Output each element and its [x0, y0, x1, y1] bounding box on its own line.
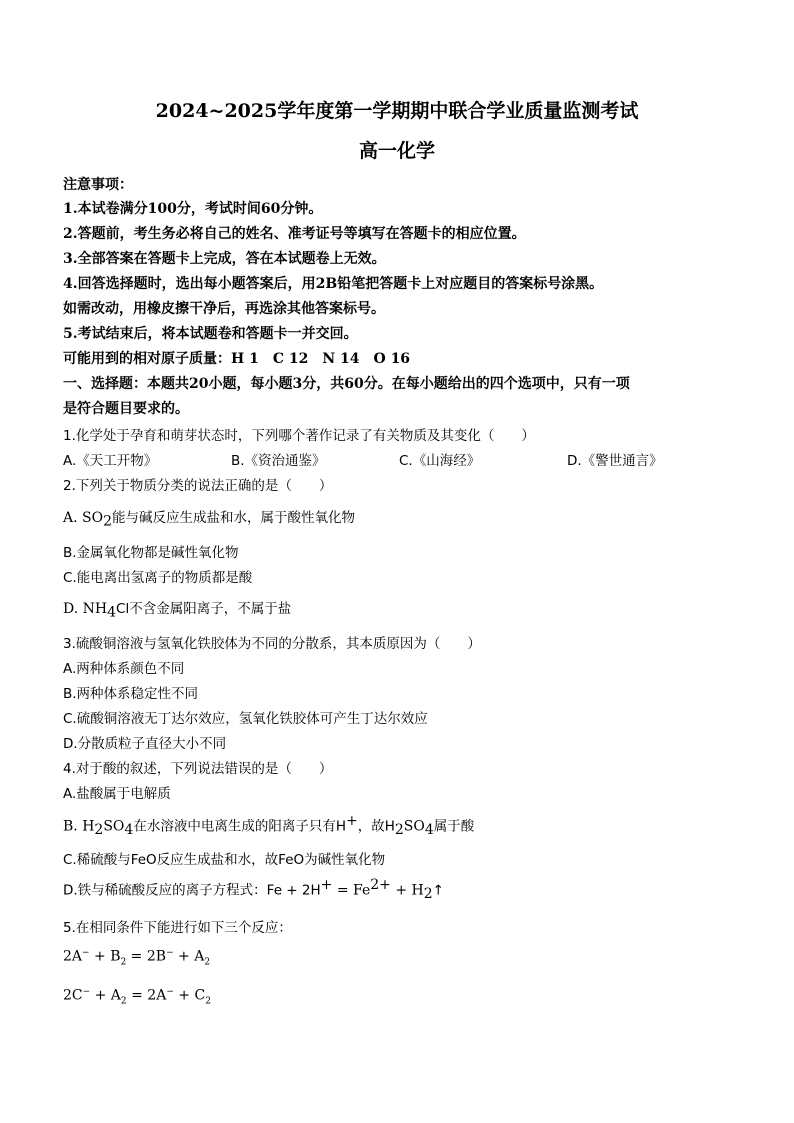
notice-item-2: 2.答题前，考生务必将自己的姓名、准考证号等填写在答题卡的相应位置。: [63, 226, 526, 242]
q4-option-c: C.稀硫酸与FeO反应生成盐和水，故FeO为碱性氧化物: [63, 852, 386, 868]
notice-item-3: 3.全部答案在答题卡上完成，答在本试题卷上无效。: [63, 251, 386, 267]
section-heading: 一、选择题：本题共20小题，每小题3分，共60分。在每小题给出的四个选项中，只有一项: [63, 376, 630, 392]
notice-item-4-cont: 如需改动，用橡皮擦干净后，再选涂其他答案标号。: [63, 301, 385, 317]
notice-heading: 注意事项：: [63, 177, 133, 193]
q2-option-d: D. $NH_4Cl$不含金属阳离子，不属于盐: [63, 601, 292, 621]
q4-option-d: D.铁与稀硫酸反应的离子方程式：$Fe + 2H^+ = Fe^{2+}$ + $H_2↑$: [63, 877, 444, 903]
q1-option-d: D.《警世通言》: [567, 453, 663, 469]
q3-option-b: B.两种体系稳定性不同: [63, 686, 199, 702]
exam-subject: 高一化学: [358, 140, 435, 162]
q1-stem: 1.化学处于孕育和萌芽状态时，下列哪个著作记录了有关物质及其变化（ ）: [63, 428, 535, 444]
q5-reaction-2: $2C^- + A_2 = 2A^- + C_2$: [63, 987, 211, 1007]
q2-option-b: B.金属氧化物都是碱性氧化物: [63, 545, 239, 561]
section-heading-cont: 是符合题目要求的。: [63, 401, 189, 417]
exam-title: 2024~2025学年度第一学期期中联合学业质量监测考试: [155, 100, 639, 122]
q5-stem: 5.在相同条件下能进行如下三个反应：: [63, 920, 292, 936]
q4-option-b: B. $H_2SO_4$在水溶液中电离生成的阳离子只有H+，故$H_2SO_4$属于酸: [63, 813, 475, 839]
q3-option-c: C.硫酸铜溶液无丁达尔效应，氢氧化铁胶体可产生丁达尔效应: [63, 711, 428, 727]
q5-reaction-1: $2A^- + B_2 = 2B^- + A_2$: [63, 948, 211, 968]
q3-option-a: A.两种体系颜色不同: [63, 661, 185, 677]
atomic-masses: 可能用到的相对原子质量：H 1 C 12 N 14 O 16: [63, 351, 411, 367]
q2-option-a: A. $SO_2$能与碱反应生成盐和水，属于酸性氧化物: [63, 510, 356, 530]
up-arrow-icon: ↑: [432, 882, 444, 899]
q1-option-c: C.《山海经》: [399, 453, 481, 469]
q1-option-b: B.《资治通鉴》: [231, 453, 326, 469]
notice-item-4: 4.回答选择题时，选出每小题答案后，用2B铅笔把答题卡上对应题目的答案标号涂黑。: [63, 276, 604, 292]
notice-item-1: 1.本试卷满分100分，考试时间60分钟。: [63, 201, 323, 217]
q1-options: [63, 449, 763, 469]
q4-stem: 4.对于酸的叙述，下列说法错误的是（ ）: [63, 761, 333, 777]
q2-option-c: C.能电离出氢离子的物质都是酸: [63, 570, 253, 586]
q1-option-a: A.《天工开物》: [63, 453, 158, 469]
q3-stem: 3.硫酸铜溶液与氢氧化铁胶体为不同的分散系，其本质原因为（ ）: [63, 636, 481, 652]
notice-item-5: 5.考试结束后，将本试题卷和答题卡一并交回。: [63, 326, 358, 342]
q4-option-a: A.盐酸属于电解质: [63, 786, 171, 802]
q3-option-d: D.分散质粒子直径大小不同: [63, 736, 227, 752]
q2-stem: 2.下列关于物质分类的说法正确的是（ ）: [63, 478, 333, 494]
